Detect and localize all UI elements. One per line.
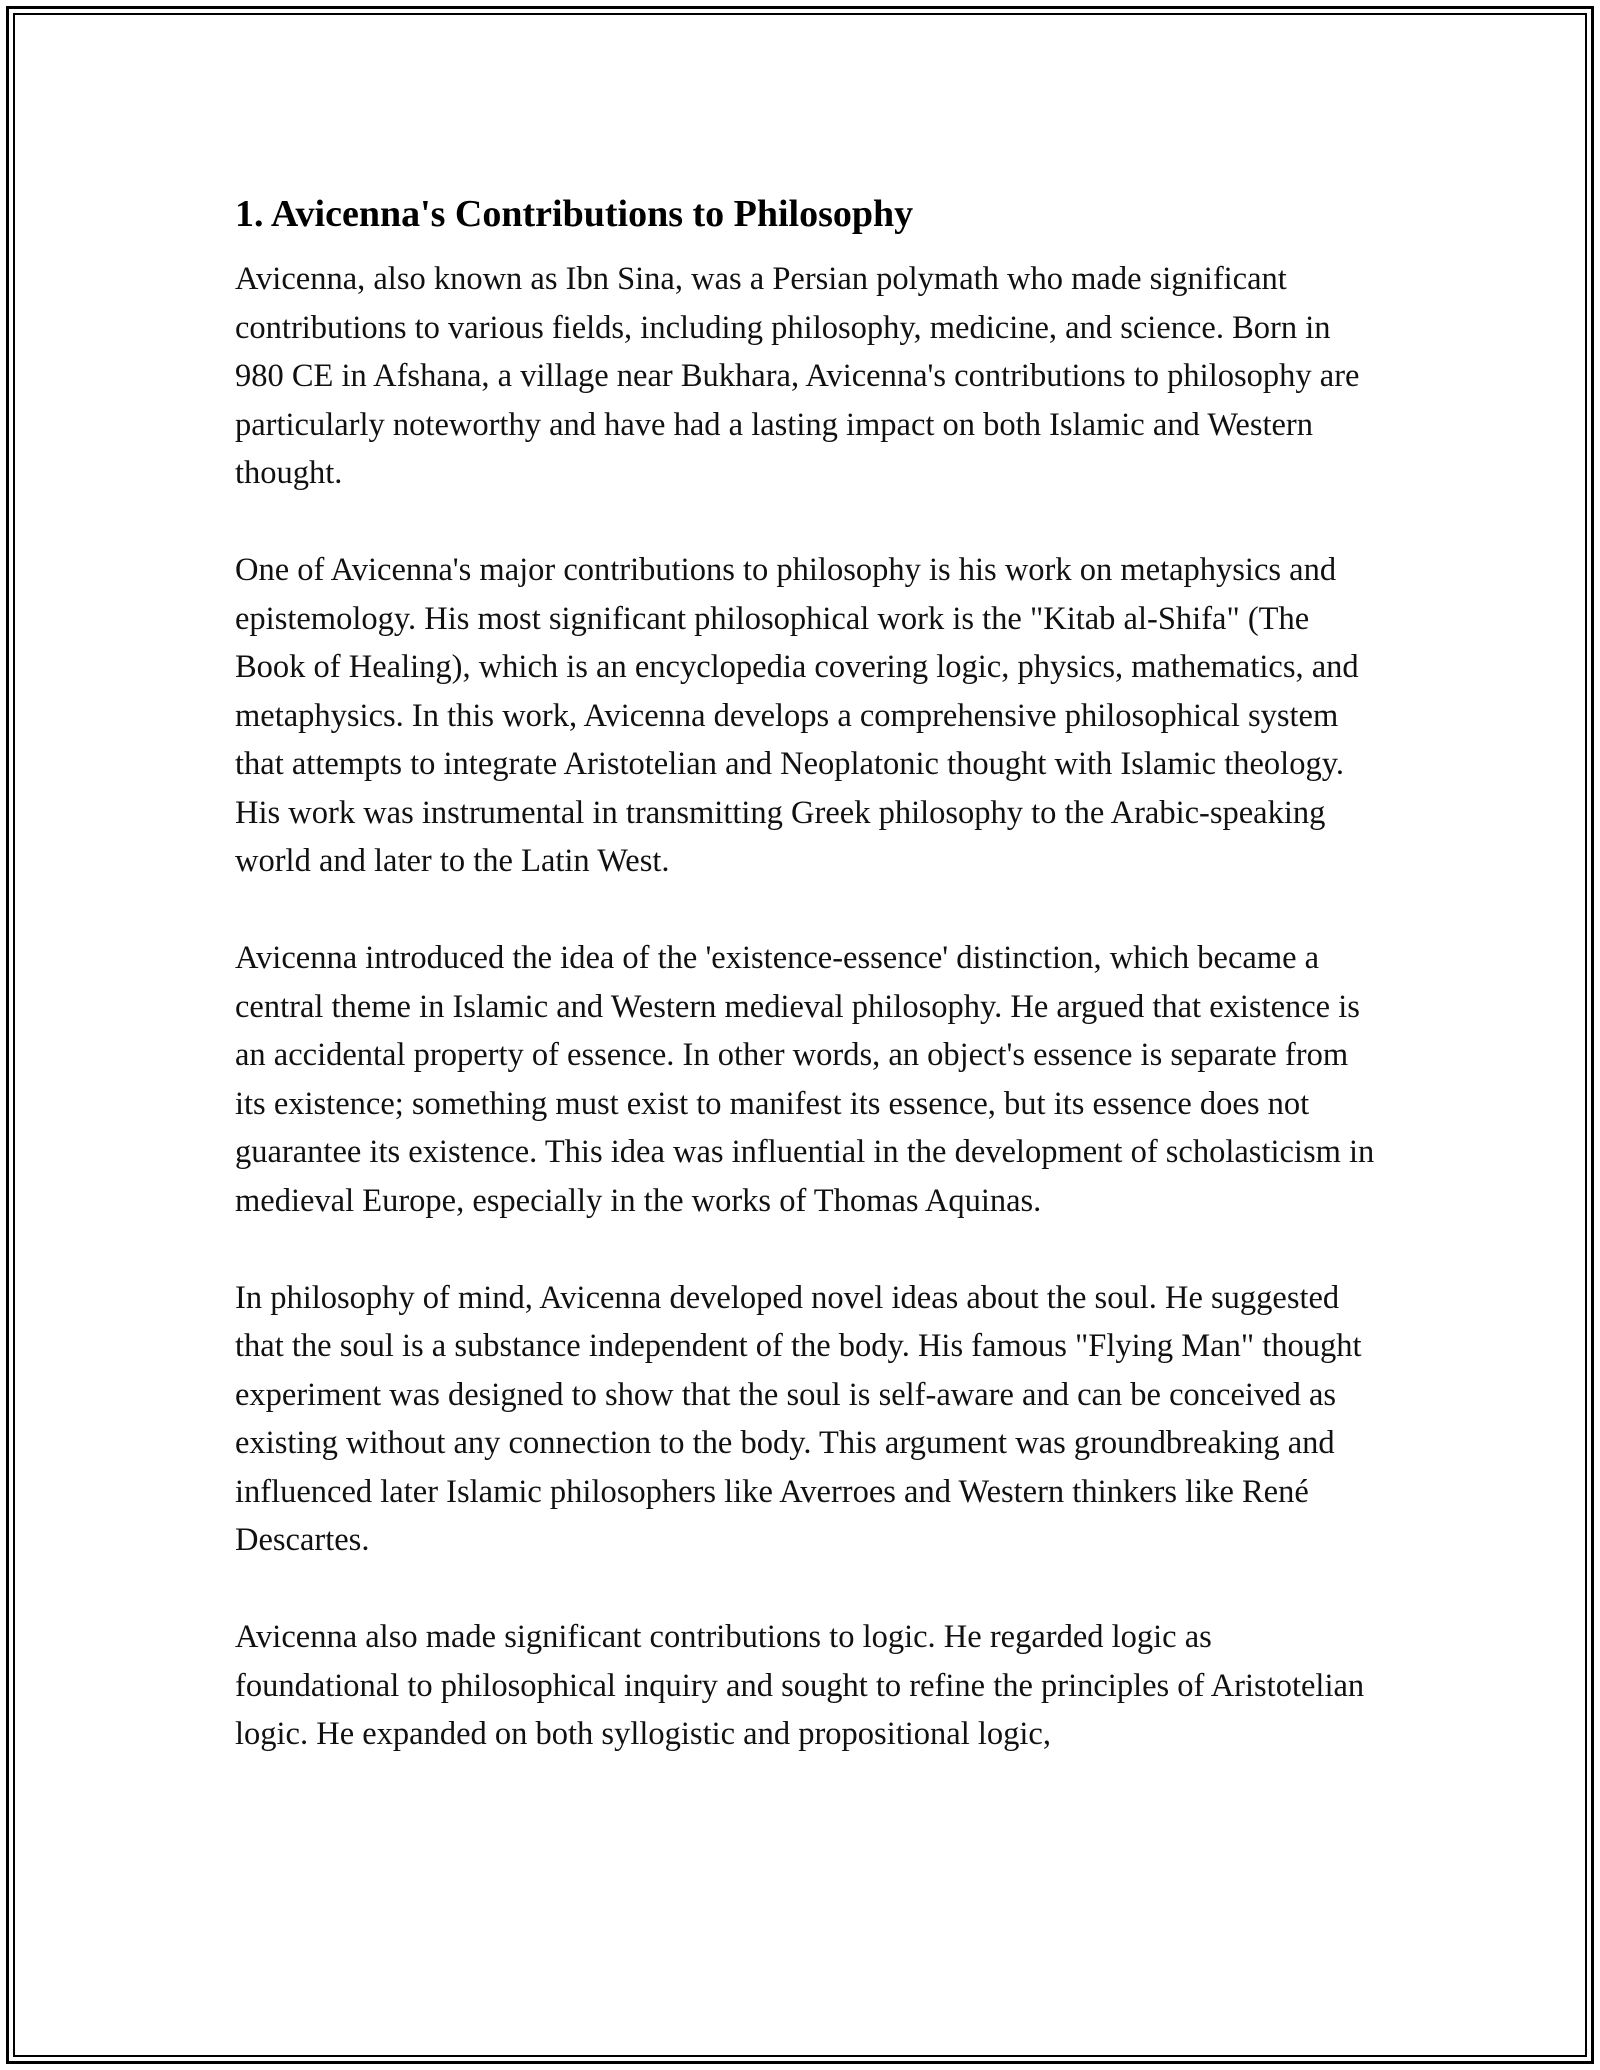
document-body bbox=[235, 185, 1375, 1807]
paragraph-metaphysics: One of Avicenna's major contributions to philosophy is his work on metaphysics and epistemology. His most significant philosophical work is the "Kitab al-Shifa" (The Book of Healing), which is an encyclopedia covering logic, physics, mathematics, and metaphysics. In this work, Avicenna develops a comprehensive philosophical system that attempts to integrate Aristotelian and Neoplatonic thought with Islamic theology. His work was instrumental in transmitting Greek philosophy to the Arabic-speaking world and later to the Latin West. bbox=[235, 552, 1359, 879]
paragraph-philosophy-of-mind: In philosophy of mind, Avicenna developed novel ideas about the soul. He suggested that the soul is a substance independent of the body. His famous "Flying Man" thought experiment was designed to show that the soul is self-aware and can be conceived as existing without any connection to the body. This argument was groundbreaking and influenced later Islamic philosophers like Averroes and Western thinkers like René Descartes. bbox=[235, 1279, 1362, 1558]
section-heading: 1. Avicenna's Contributions to Philosophy bbox=[235, 193, 914, 235]
paragraph-intro: Avicenna, also known as Ibn Sina, was a Persian polymath who made significant contributions to various fields, including philosophy, medicine, and science. Born in 980 CE in Afshana, a village near Bukhara, Avicenna's contributions to philosophy are particularly noteworthy and have had a lasting impact on both Islamic and Western thought. bbox=[235, 261, 1360, 491]
paragraph-logic: Avicenna also made significant contributions to logic. He regarded logic as foundational to philosophical inquiry and sought to refine the principles of Aristotelian logic. He expanded on both syllogistic and propositional logic, bbox=[235, 1619, 1365, 1752]
paragraph-existence-essence: Avicenna introduced the idea of the 'existence-essence' distinction, which became a central theme in Islamic and Western medieval philosophy. He argued that existence is an accidental property of essence. In other words, an object's essence is separate from its existence; something must exist to manifest its essence, but its essence does not guarantee its existence. This idea was influential in the development of scholasticism in medieval Europe, especially in the works of Thomas Aquinas. bbox=[235, 940, 1375, 1219]
